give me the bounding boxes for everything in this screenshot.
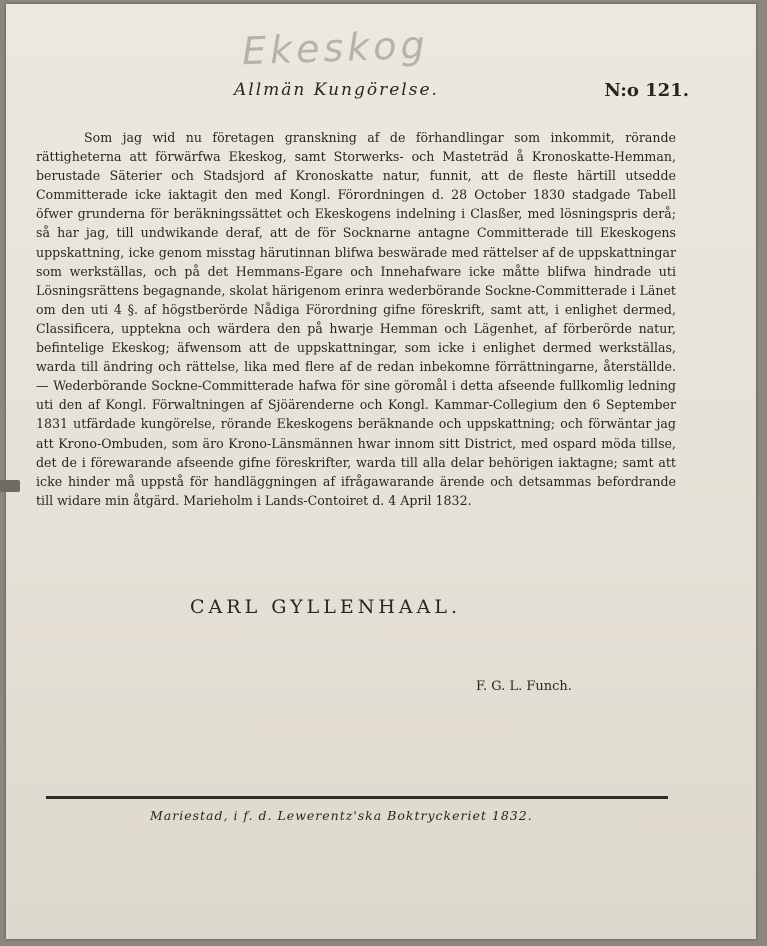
paper-tear [0, 480, 20, 492]
countersignature: F. G. L. Funch. [476, 679, 572, 694]
handwritten-note: Ekeskog [241, 22, 430, 74]
printer-imprint: Mariestad, i f. d. Lewerentz'ska Boktryckeriet 1832. [150, 808, 533, 823]
divider-rule [46, 796, 668, 799]
signature: CARL GYLLENHAAL. [190, 596, 462, 618]
document-number: N:o 121. [604, 80, 689, 101]
proclamation-body: Som jag wid nu företagen granskning af de förhandlingar som inkommit, rörande rättigheterna att förwärfwa Ekeskog, samt Storwerks- och Masteträd å Kronoskatte-Hemman, berustade Säterier och Stadsjord af Kronoskatte natur, funnit, att de fleste härtill utsedde Committerade icke iaktagit den med Kongl. Förordningen d. 28 October 1830 stadgade Tabell öfwer grunderna för beräkningssättet och Ekeskogens indelning i Clasßer, med lösningspris derå; så har jag, till undwikande deraf, att de för Socknarne antagne Committerade till Ekeskogens uppskattning, icke genom misstag härutinnan blifwa beswärade med rättelser af de uppskattningar som werkställas, och på det Hemmans-Egare och Innehafware icke måtte blifwa hindrade uti Lösningsrättens begagnande, skolat härigenom erinra wederbörande Sockne-Committerade i Länet om den uti 4 §. af högstberörde Nådiga Förordning gifne föreskrift, samt att, i enlighet dermed, Classificera, upptekna och wärdera den på hwarje Hemman och Lägenhet, af förberörde natur, befintelige Ekeskog; äfwensom att de uppskattningar, som icke i enlighet dermed werkställas, warda till ändring och rättelse, lika med flere af de redan inbekomne förrättningarne, återställde. — Wederbörande Sockne-Committerade hafwa för sine göromål i detta afseende fullkomlig ledning uti den af Kongl. Förwaltningen af Sjöärenderne och Kongl. Kammar-Collegium den 6 September 1831 utfärdade kungörelse, rörande Ekeskogens beräknande och uppskattning; och förwäntar jag att Krono-Ombuden, som äro Krono-Länsmännen hwar innom sitt District, med ospard möda tillse, det de i förewarande afseende gifne föreskrifter, warda till alla delar behörigen iaktagne; samt att icke hinder må uppstå för handläggningen af ifrågawarande ärende och detsammas befordrande till widare min åtgärd. Marieholm i Lands-Contoiret d. 4 April 1832. [36, 130, 676, 508]
document-header [234, 80, 689, 110]
document-title: Allmän Kungörelse. [234, 80, 439, 100]
